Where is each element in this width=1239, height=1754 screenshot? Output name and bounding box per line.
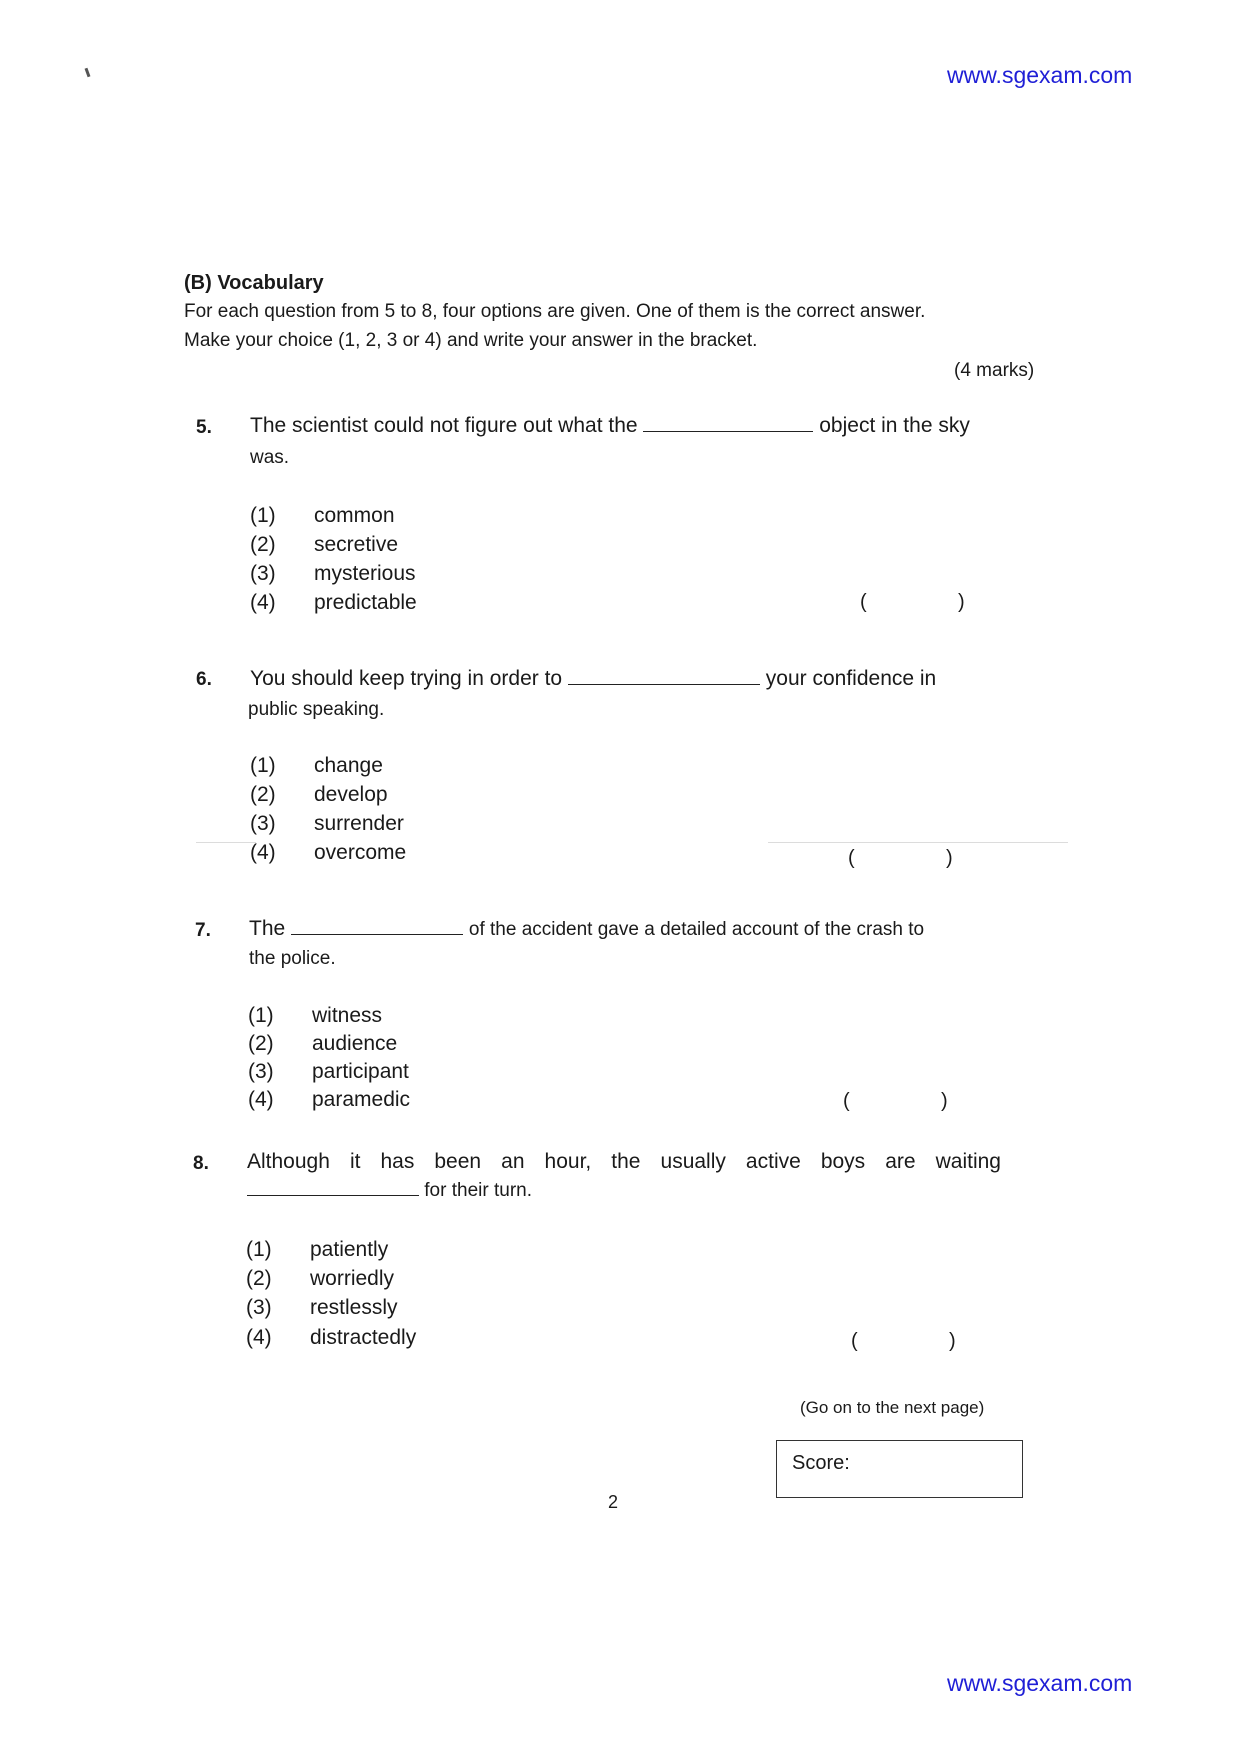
option-text: worriedly xyxy=(310,1267,395,1290)
option-text: patiently xyxy=(310,1238,389,1261)
option xyxy=(250,591,417,615)
option-text: surrender xyxy=(314,812,404,835)
option-text: witness xyxy=(312,1004,383,1027)
option-number: (3) xyxy=(248,1060,274,1083)
header-url[interactable]: www.sgexam.com xyxy=(947,62,1133,88)
option xyxy=(248,1060,409,1084)
option-text: participant xyxy=(312,1060,409,1083)
question-text-continued xyxy=(247,1180,532,1202)
question-number: 6. xyxy=(196,669,212,690)
option-text: change xyxy=(314,754,383,777)
bracket-close: ) xyxy=(941,1090,948,1112)
question-text-after-blank: object in the sky xyxy=(819,414,970,437)
option-text: audience xyxy=(312,1032,398,1055)
answer-blank xyxy=(568,683,760,685)
option xyxy=(250,754,383,778)
question-text-before-blank: You should keep trying in order to xyxy=(250,667,563,690)
option-number: (4) xyxy=(250,591,276,614)
next-page-note: (Go on to the next page) xyxy=(800,1398,985,1417)
question-text-continued: was. xyxy=(250,447,290,468)
option-text: develop xyxy=(314,783,388,806)
bracket-open: ( xyxy=(843,1090,850,1112)
question-text xyxy=(249,917,924,941)
option-number: (4) xyxy=(246,1326,272,1349)
option xyxy=(250,504,395,528)
instruction-line-2: Make your choice (1, 2, 3 or 4) and write your answer in the bracket. xyxy=(184,330,758,351)
option-number: (2) xyxy=(250,533,276,556)
bracket-close: ) xyxy=(949,1330,956,1352)
option-text: predictable xyxy=(314,591,417,614)
option-text: restlessly xyxy=(310,1296,398,1319)
answer-blank xyxy=(291,933,463,935)
answer-bracket[interactable] xyxy=(843,1090,953,1113)
marks-label: (4 marks) xyxy=(954,360,1035,381)
score-label: Score: xyxy=(792,1452,850,1474)
answer-bracket[interactable] xyxy=(848,847,958,870)
question-text-after-blank: for their turn. xyxy=(424,1180,532,1201)
scan-speck xyxy=(85,68,91,77)
page-number: 2 xyxy=(608,1492,619,1512)
option xyxy=(250,533,398,557)
option xyxy=(246,1296,398,1320)
question-text-after-blank: your confidence in xyxy=(765,667,937,690)
bracket-open: ( xyxy=(851,1330,858,1352)
option-number: (3) xyxy=(250,562,276,585)
option xyxy=(246,1326,416,1350)
option xyxy=(248,1004,382,1028)
question-text-after-blank: of the accident gave a detailed account of the crash to xyxy=(468,919,925,940)
question-text-continued: the police. xyxy=(249,948,336,969)
question-text xyxy=(250,667,936,691)
bracket-open: ( xyxy=(860,591,867,613)
option xyxy=(248,1032,397,1056)
option-number: (2) xyxy=(248,1032,274,1055)
section-title: (B) Vocabulary xyxy=(184,272,324,294)
instruction-line-1: For each question from 5 to 8, four options are given. One of them is the correct answer. xyxy=(184,301,926,322)
question-text: Although it has been an hour, the usually active boys are waiting xyxy=(247,1150,1001,1173)
option-number: (3) xyxy=(250,812,276,835)
question-number: 8. xyxy=(193,1153,209,1174)
option-number: (2) xyxy=(250,783,276,806)
option-text: paramedic xyxy=(312,1088,411,1111)
option-text: distractedly xyxy=(310,1326,417,1349)
option-text: overcome xyxy=(314,841,407,864)
answer-blank xyxy=(643,430,813,432)
bracket-open: ( xyxy=(848,847,855,869)
option xyxy=(248,1088,410,1112)
option-number: (1) xyxy=(246,1238,272,1261)
option-text: common xyxy=(314,504,395,527)
question-number: 5. xyxy=(196,417,212,438)
option-number: (2) xyxy=(246,1267,272,1290)
footer-url[interactable]: www.sgexam.com xyxy=(947,1670,1133,1696)
answer-bracket[interactable] xyxy=(860,591,970,614)
scan-artifact-line xyxy=(196,842,256,843)
option-number: (1) xyxy=(248,1004,274,1027)
option xyxy=(250,841,406,865)
scan-artifact-line xyxy=(768,842,1068,843)
option-number: (4) xyxy=(250,841,276,864)
option-text: mysterious xyxy=(314,562,416,585)
option xyxy=(250,812,404,836)
option xyxy=(250,783,388,807)
option xyxy=(250,562,416,586)
question-text-before-blank: The xyxy=(249,917,286,940)
question-number: 7. xyxy=(195,920,211,941)
answer-blank xyxy=(247,1194,419,1196)
question-text xyxy=(250,414,970,438)
option-number: (1) xyxy=(250,504,276,527)
option-number: (3) xyxy=(246,1296,272,1319)
question-text-before-blank: The scientist could not figure out what the xyxy=(250,414,638,437)
option xyxy=(246,1267,394,1291)
option-text: secretive xyxy=(314,533,399,556)
bracket-close: ) xyxy=(958,591,965,613)
option-number: (4) xyxy=(248,1088,274,1111)
score-box[interactable] xyxy=(776,1440,1023,1498)
option xyxy=(246,1238,388,1262)
option-number: (1) xyxy=(250,754,276,777)
answer-bracket[interactable] xyxy=(851,1330,961,1353)
bracket-close: ) xyxy=(946,847,953,869)
question-text-continued: public speaking. xyxy=(248,699,385,720)
